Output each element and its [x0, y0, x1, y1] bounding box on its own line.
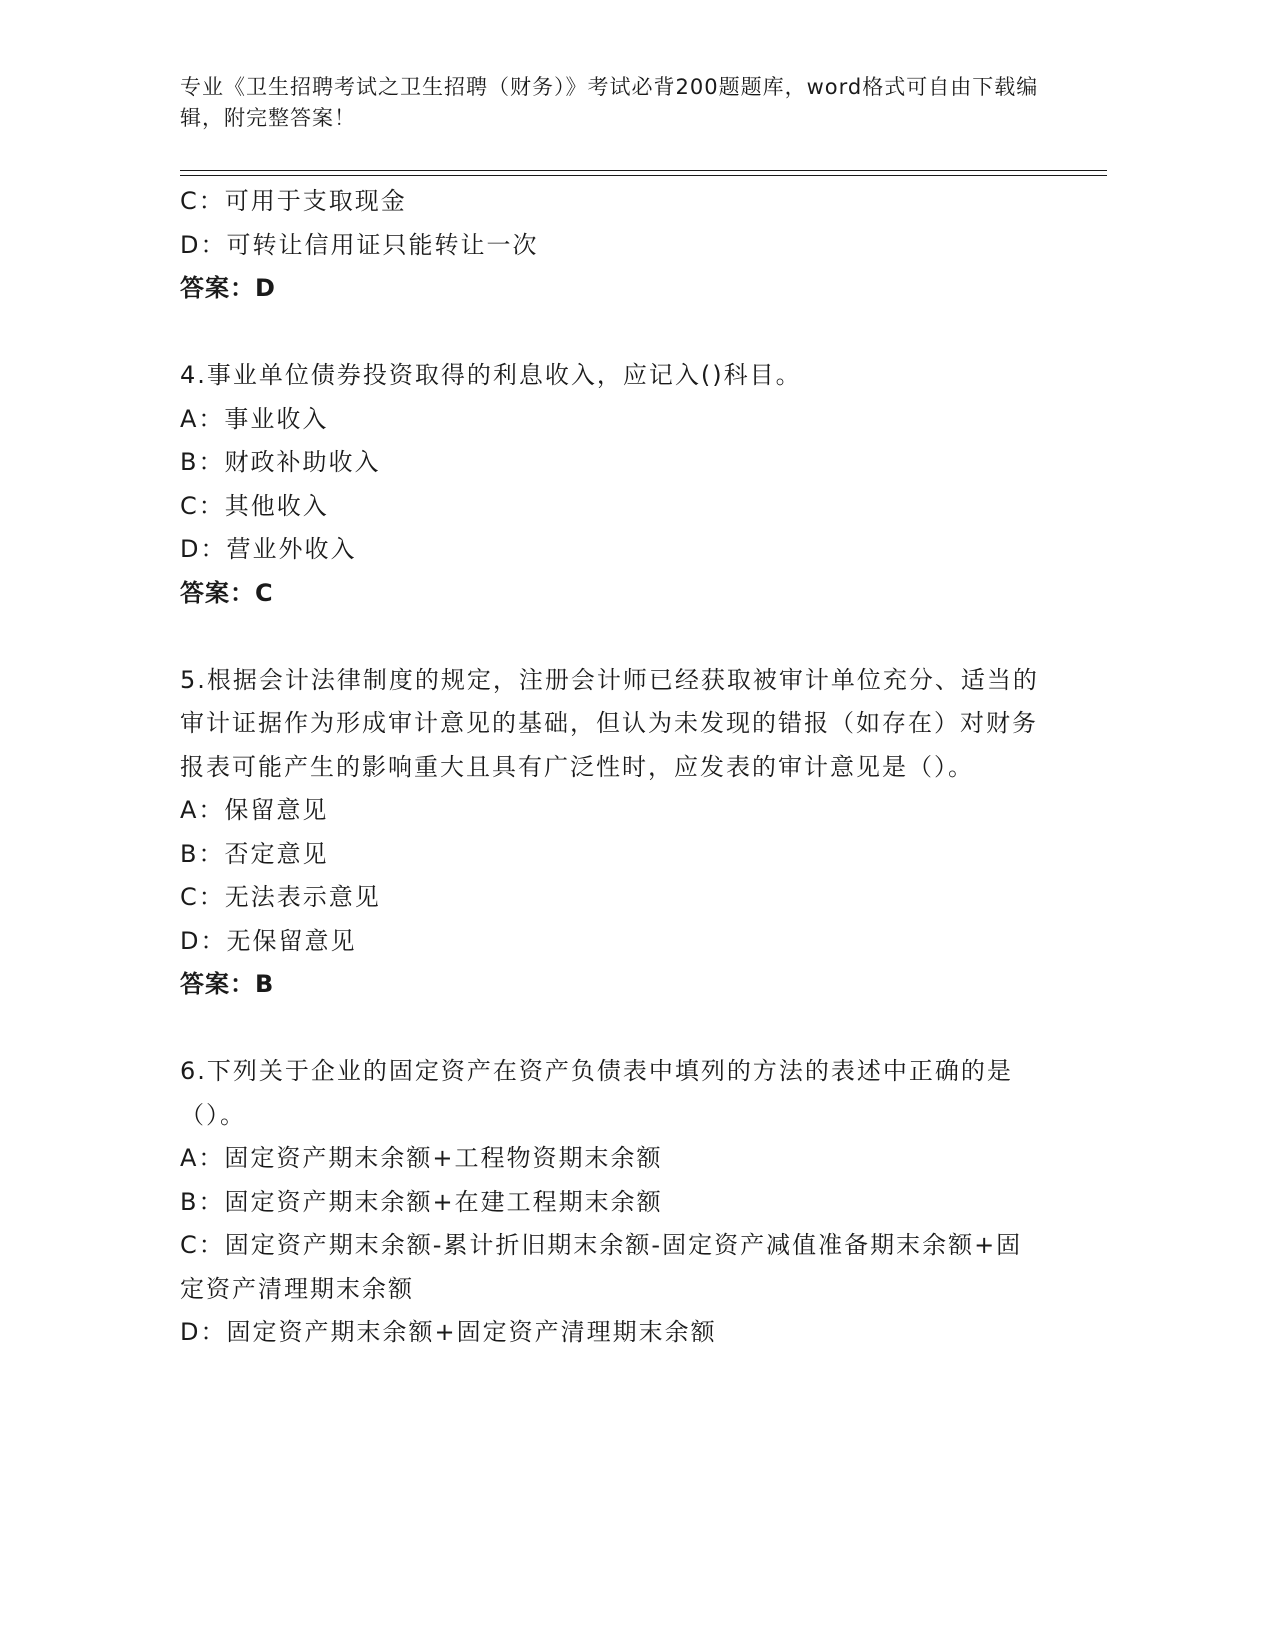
question-partial: [180, 180, 1040, 311]
answer-label: 答案：C: [180, 578, 274, 607]
option-b: B：否定意见: [180, 839, 329, 868]
option-c: C：可用于支取现金: [180, 187, 407, 215]
answer-label: 答案：B: [180, 970, 275, 998]
header-divider-top: [180, 170, 1107, 171]
option-c: C：固定资产期末余额-累计折旧期末余额-固定资产减值准备期末余额+固定资产清理期末余额: [180, 1231, 1023, 1303]
question-stem: 6.下列关于企业的固定资产在资产负债表中填列的方法的表述中正确的是（）。: [180, 1057, 1013, 1129]
question-6: [180, 1050, 1040, 1355]
option-c: C：其他收入: [180, 491, 329, 520]
spacer: [180, 311, 1040, 355]
question-stem: 5.根据会计法律制度的规定，注册会计师已经获取被审计单位充分、适当的审计证据作为形成审计意见的基础，但认为未发现的错报（如存在）对财务报表可能产生的影响重大且具有广泛性时，应发表的审计意见是（）。: [180, 665, 1039, 781]
option-a: A：事业收入: [180, 404, 329, 433]
spacer: [180, 615, 1040, 659]
question-list: [180, 180, 1040, 1355]
option-d: D：可转让信用证只能转让一次: [180, 230, 539, 259]
option-d: D：无保留意见: [180, 926, 357, 955]
question-5: [180, 659, 1040, 1007]
document-header: 专业《卫生招聘考试之卫生招聘（财务）》考试必背200题题库，word格式可自由下载编辑，附完整答案！: [180, 75, 1039, 130]
option-a: A：保留意见: [180, 796, 329, 824]
option-b: B：固定资产期末余额+在建工程期末余额: [180, 1187, 663, 1216]
option-a: A：固定资产期末余额+工程物资期末余额: [180, 1144, 663, 1172]
spacer: [180, 1007, 1040, 1051]
question-4: [180, 354, 1040, 615]
answer-label: 答案：D: [180, 274, 276, 302]
option-b: B：财政补助收入: [180, 448, 381, 476]
header-divider-bottom: [180, 175, 1107, 176]
question-stem: 4.事业单位债券投资取得的利息收入，应记入()科目。: [180, 361, 802, 389]
option-d: D：营业外收入: [180, 535, 357, 563]
option-d: D：固定资产期末余额+固定资产清理期末余额: [180, 1318, 717, 1346]
option-c: C：无法表示意见: [180, 883, 381, 911]
